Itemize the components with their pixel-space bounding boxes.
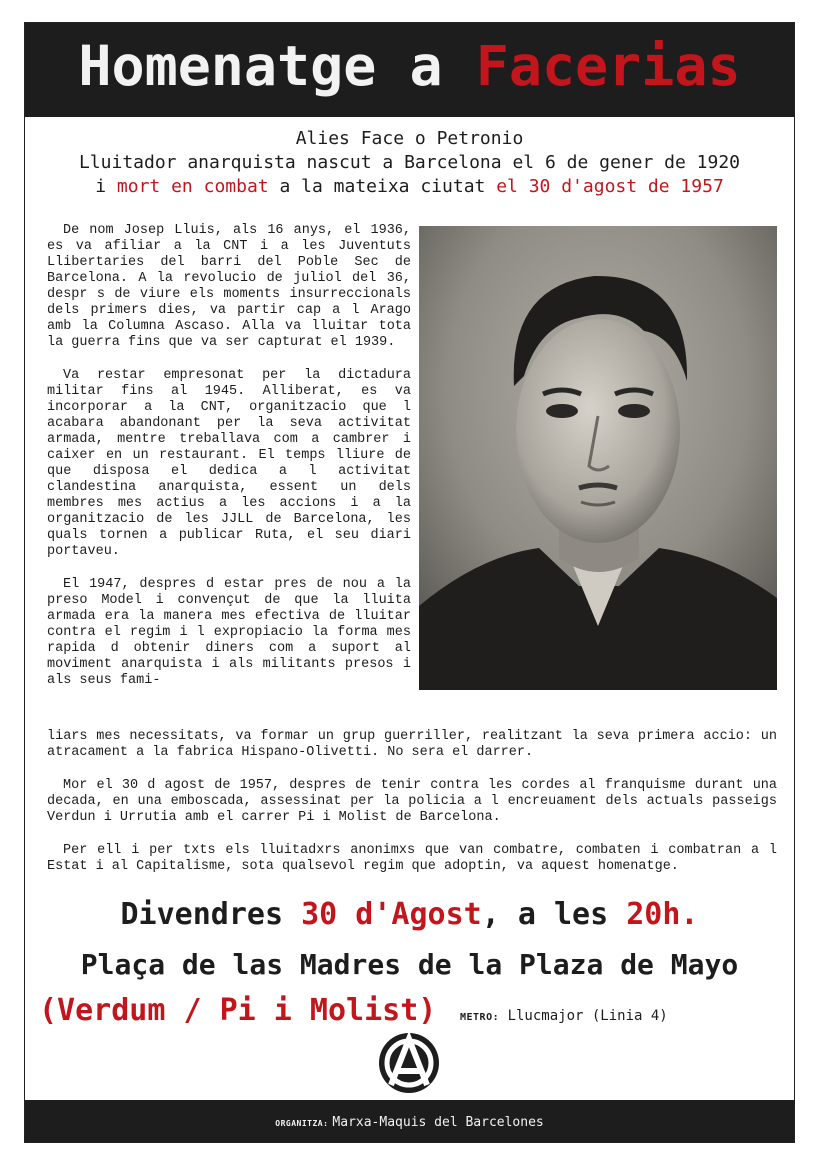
metro-info bbox=[460, 1008, 668, 1024]
death-line-part: i bbox=[95, 176, 117, 197]
event-location-detail bbox=[39, 993, 668, 1028]
portrait-illustration bbox=[419, 226, 777, 690]
bio-paragraph-4: Mor el 30 d agost de 1957, despres de tenir contra les cordes al franquisme durant una decada, en una emboscada, assessinat per la policia a l encreuament dels actuals passeigs Verdun i Urrutia amb el carrer Pi i Molist de Barcelona. bbox=[47, 778, 777, 825]
anarchy-symbol-icon bbox=[377, 1031, 441, 1099]
subtitle bbox=[25, 127, 794, 199]
birth-line: Lluitador anarquista nascut a Barcelona el 6 de gener de 1920 bbox=[78, 152, 741, 173]
organizer-label: ORGANITZA: bbox=[275, 1119, 329, 1128]
event-day: Divendres bbox=[120, 897, 302, 932]
event-streets: (Verdum / Pi i Molist) bbox=[39, 993, 437, 1028]
alias-line: Alies Face o Petronio bbox=[295, 128, 524, 149]
poster-title bbox=[25, 35, 794, 97]
title-part-homage: Homenatge a bbox=[78, 34, 476, 98]
metro-label: METRO: bbox=[460, 1012, 500, 1023]
title-part-name: Facerias bbox=[475, 34, 741, 98]
poster bbox=[24, 22, 795, 1143]
organizer-name: Marxa-Maquis del Barcelones bbox=[332, 1115, 544, 1130]
event-location: Plaça de las Madres de la Plaza de Mayo bbox=[80, 948, 739, 981]
metro-value: Llucmajor (Linia 4) bbox=[507, 1008, 668, 1024]
bio-full-width bbox=[47, 729, 777, 892]
event-date bbox=[25, 897, 794, 933]
death-line-part: a la mateixa ciutat bbox=[268, 176, 497, 197]
footer-banner bbox=[25, 1100, 794, 1142]
event-date-highlight: 30 d'Agost bbox=[301, 897, 482, 932]
bio-paragraph-3-end: liars mes necessitats, va formar un grup guerriller, realitzant la seva primera accio: un atracament a la fabrica Hispano-Olivetti. No sera el darrer. bbox=[47, 729, 777, 760]
death-line-highlight: mort en combat bbox=[116, 176, 269, 197]
death-line bbox=[25, 175, 794, 199]
bio-paragraph-5: Per ell i per txts els lluitadxrs anonimxs que van combatre, combaten i combatran a l Estat i al Capitalisme, sota qualsevol regim que adoptin, va aquest homenatge. bbox=[47, 843, 777, 874]
bio-paragraph-2: Va restar empresonat per la dictadura militar fins al 1945. Alliberat, es va incorporar a la CNT, organitzacio que l acabara abandonant per la seva activitat armada, mentre treballava com a cambrer i caixer en un restaurant. El temps lliure de que disposa el dedica a l activitat clandestina anarquista, essent un dels membres mes actius a les accions i a la organitzacio de les JJLL de Barcelona, les quals tornen a publicar Ruta, el seu diari portaveu. bbox=[47, 368, 411, 559]
death-date-highlight: el 30 d'agost de 1957 bbox=[496, 176, 724, 197]
bio-paragraph-1: De nom Josep Lluis, als 16 anys, el 1936, es va afiliar a la CNT i a les Juventuts Llibertaries del barri del Poble Sec de Barcelona. A la revolucio de juliol del 36, despr s de viure els moments insurreccionals dels primers dies, va partir cap a l Arago amb la Columna Ascaso. Alla va lluitar tota la guerra fins que va ser capturat el 1939. bbox=[47, 223, 411, 350]
event-at: , a les bbox=[481, 897, 627, 932]
header-banner bbox=[25, 23, 794, 117]
portrait-photo bbox=[419, 226, 777, 690]
event-time-highlight: 20h. bbox=[626, 897, 699, 932]
bio-paragraph-3-start: El 1947, despres d estar pres de nou a la preso Model i convençut de que la lluita armada era la manera mes efectiva de lluitar contra el regim i l expropiacio la forma mes rapida d obtenir diners com a suport al moviment anarquista i als militants presos i als seus fami- bbox=[47, 577, 411, 688]
bio-column bbox=[47, 223, 411, 706]
